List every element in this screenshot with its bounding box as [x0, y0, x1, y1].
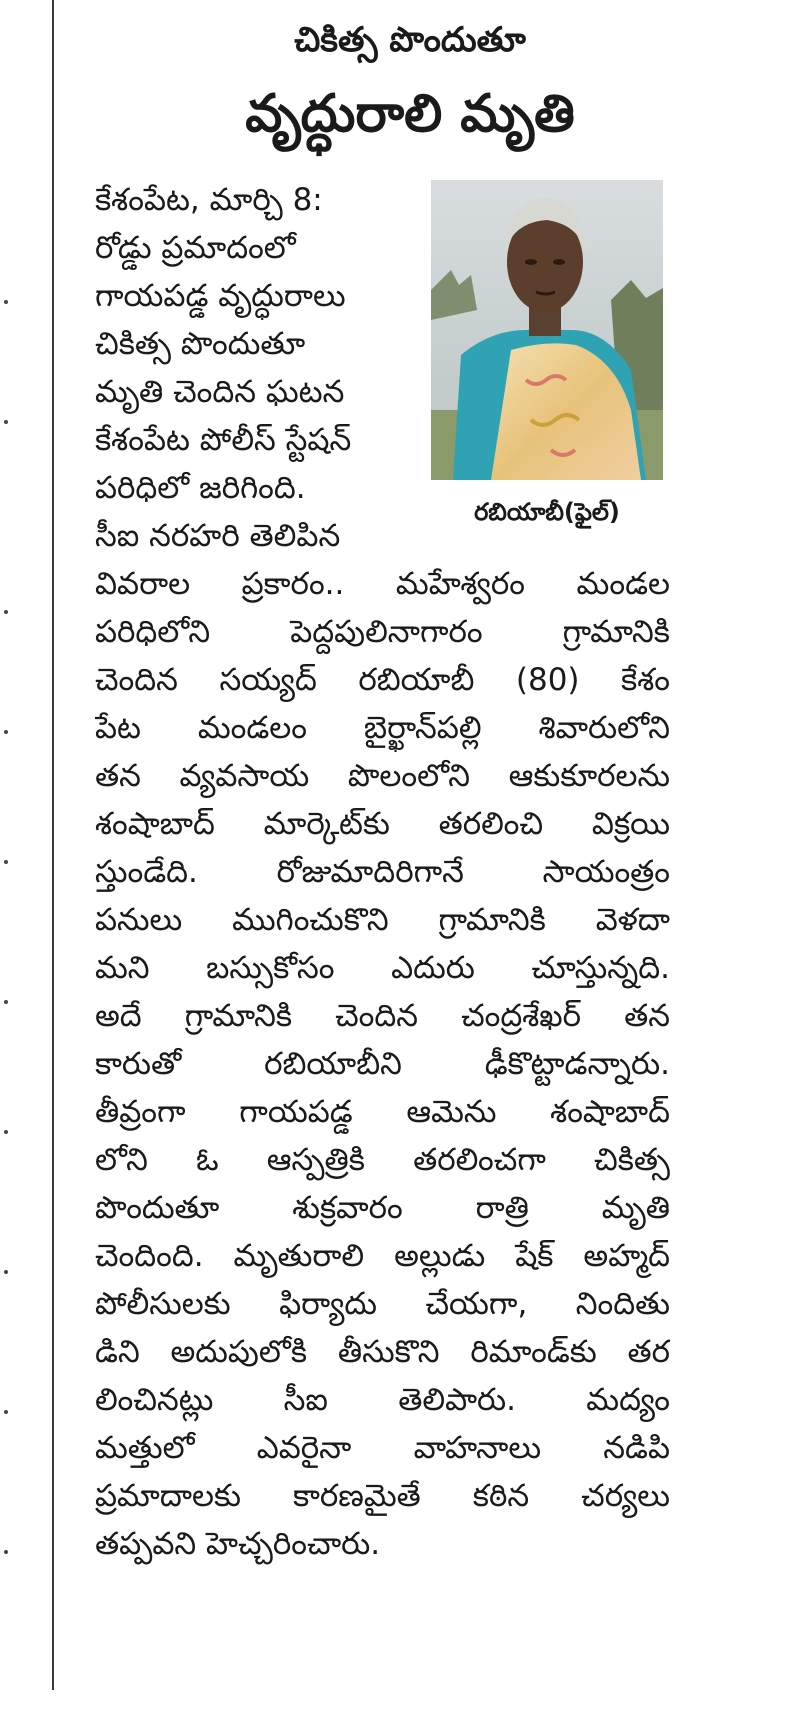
edge-mark [4, 1000, 8, 1004]
body-line: చెందింది. మృతురాలి అల్లుడు షేక్ అహ్మద్ [95, 1238, 670, 1274]
body-line: పరిధిలోని పెద్దపులినాగారం గ్రామానికి [95, 614, 670, 650]
column-rule [52, 0, 54, 1690]
edge-mark [4, 1130, 8, 1134]
edge-mark [4, 730, 8, 734]
body-line: పేట మండలం బైర్ఖాన్‌పల్లి శివారులోని [95, 710, 670, 746]
edge-mark [4, 420, 8, 424]
body-line: మత్తులో ఎవరైనా వాహనాలు నడిపి [95, 1430, 670, 1466]
body-line: కారుతో రబియాబీని ఢీకొట్టాడన్నారు. [95, 1046, 670, 1082]
body-line: పరిధిలో జరిగింది. [95, 470, 306, 506]
article-headline: వృద్ధురాలి మృతి [245, 84, 575, 144]
edge-mark [4, 1550, 8, 1554]
body-line: లించినట్లు సీఐ తెలిపారు. మద్యం [95, 1382, 670, 1418]
edge-mark [4, 610, 8, 614]
body-line: రోడ్డు ప్రమాదంలో [95, 230, 296, 266]
body-line: కేశంపేట, మార్చి 8: [95, 182, 323, 218]
edge-mark [4, 300, 8, 304]
edge-mark [4, 1410, 8, 1414]
body-line: మని బస్సుకోసం ఎదురు చూస్తున్నది. [95, 950, 670, 986]
body-line: డిని అదుపులోకి తీసుకొని రిమాండ్‌కు తర [95, 1334, 670, 1370]
edge-mark [4, 1270, 8, 1274]
article-kicker: చికిత్స పొందుతూ [294, 20, 526, 60]
body-line: తన వ్యవసాయ పొలంలోని ఆకుకూరలను [95, 758, 670, 794]
edge-mark [4, 860, 8, 864]
page-edge-marks [0, 0, 20, 1728]
body-line: స్తుండేది. రోజుమాదిరిగానే సాయంత్రం [95, 854, 670, 890]
body-line: అదే గ్రామానికి చెందిన చంద్రశేఖర్ తన [95, 998, 670, 1034]
body-line: లోని ఓ ఆస్పత్రికి తరలించగా చికిత్స [95, 1142, 670, 1178]
body-line: మృతి చెందిన ఘటన [95, 374, 345, 410]
body-line: పనులు ముగించుకొని గ్రామానికి వెళదా [95, 902, 670, 938]
body-line: ప్రమాదాలకు కారణమైతే కఠిన చర్యలు [95, 1478, 670, 1514]
body-line: తీవ్రంగా గాయపడ్డ ఆమెను శంషాబాద్ [95, 1094, 670, 1130]
body-line: కేశంపేట పోలీస్ స్టేషన్ [95, 422, 352, 458]
body-line-final: తప్పవని హెచ్చరించారు. [95, 1526, 381, 1562]
photo-illustration [431, 180, 663, 480]
body-line: వివరాల ప్రకారం.. మహేశ్వరం మండల [95, 566, 670, 602]
article-photo [431, 180, 663, 480]
body-line: చెందిన సయ్యద్ రబియాబీ (80) కేశం [95, 662, 670, 698]
body-line: శంషాబాద్ మార్కెట్‌కు తరలించి విక్రయి [95, 806, 670, 842]
body-line: పొందుతూ శుక్రవారం రాత్రి మృతి [95, 1190, 670, 1226]
body-line: చికిత్స పొందుతూ [95, 326, 306, 362]
body-line: గాయపడ్డ వృద్ధురాలు [95, 278, 346, 314]
body-line: పోలీసులకు ఫిర్యాదు చేయగా, నిందితు [95, 1286, 670, 1322]
body-line: సీఐ నరహరి తెలిపిన [95, 518, 341, 554]
photo-caption: రబియాబీ(ఫైల్) [474, 498, 620, 526]
